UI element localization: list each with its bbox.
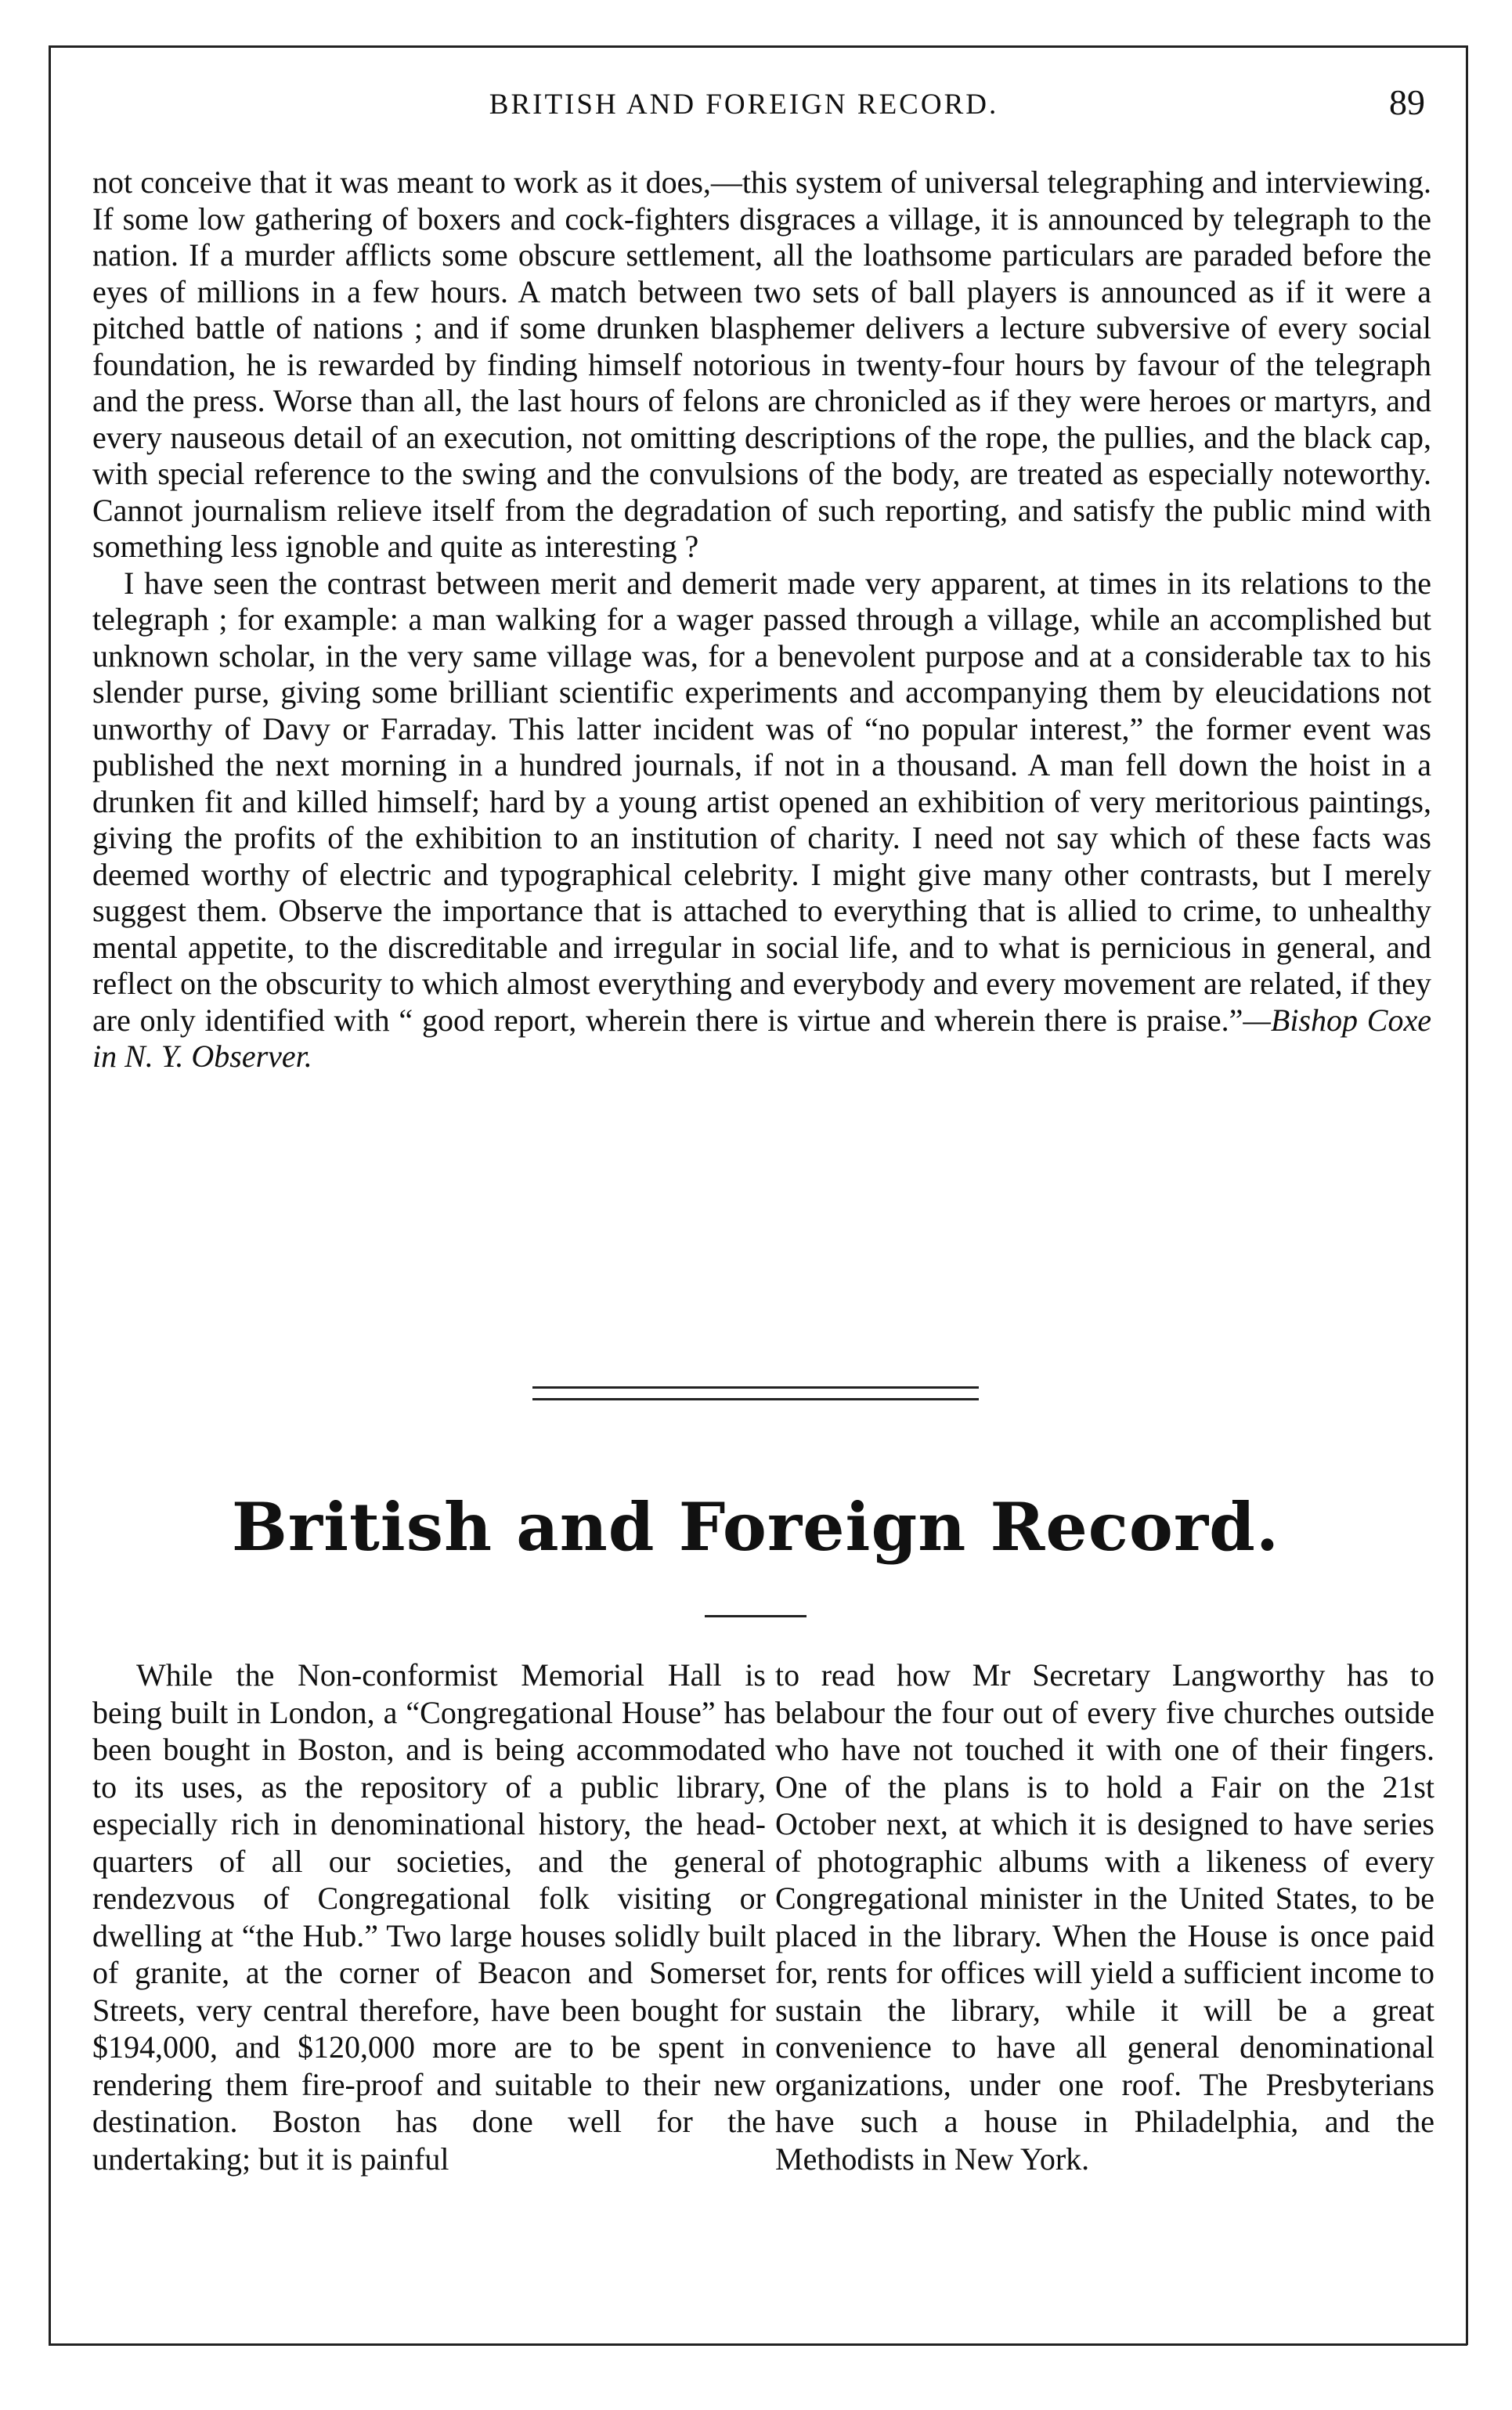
article-paragraph (92, 565, 1431, 1075)
page-border-top (49, 45, 1467, 48)
page-border-bottom (49, 2343, 1467, 2346)
paragraph-text: I have seen the contrast between merit and demerit made very apparent, at times in its relations to the telegraph ; for example: a man walking for a wager passed through a village, while an accomplished but unknown scholar, in the very same village was, for a benevolent purpose and at a considerable tax to his slender purse, giving some brilliant scientific experiments and accompanying them by eleucidations not unworthy of Davy or Farraday. This latter incident was of “no popular interest,” the former event was published the next morning in a hundred journals, if not in a thousand. A man fell down the hoist in a drunken fit and killed himself; hard by a young artist opened an exhibition of very meritorious paintings, giving the profits of the exhibition to an institution of charity. I need not say which of these facts was deemed worthy of electric and typographical celebrity. I might give many other contrasts, but I merely suggest them. Observe the importance that is attached to everything that is allied to crime, to unhealthy mental appetite, to the discreditable and irregular in social life, and to what is pernicious in general, and reflect on the obscurity to which almost everything and everybody and every movement are related, if they are only identified with “ good report, wherein there is virtue and wherein there is praise.” (92, 565, 1431, 1038)
section-title: British and Foreign Record. (231, 1488, 1280, 1566)
article-paragraph: not conceive that it was meant to work as it does,—this system of universal telegraphing and interviewing. If some low gathering of boxers and cock-fighters disgraces a village, it is announced by telegraph to the nation. If a murder afflicts some obscure settlement, all the loathsome particulars are paraded before the eyes of millions in a few hours. A match between two sets of ball players is announced as if it were a pitched battle of nations ; and if some drunken blasphemer delivers a lecture subversive of every social foundation, he is rewarded by finding himself notorious in twenty-four hours by favour of the telegraph and the press. Worse than all, the last hours of felons are chronicled as if they were heroes or martyrs, and every nauseous detail of an execution, not omitting descriptions of the rope, the pullies, and the black cap, with special reference to the swing and the convulsions of the body, are treated as especially noteworthy. Cannot journalism relieve itself from the degradation of such reporting, and satisfy the public mind with something less ignoble and quite as interesting ? (92, 164, 1431, 564)
column-right (775, 1657, 1434, 2177)
article-body (92, 164, 1431, 1075)
page-border-right (1466, 45, 1468, 2345)
section-divider (532, 1386, 979, 1400)
column-paragraph: to read how Mr Secretary Langworthy has to belabour the four out of every five churches outside who have not touched it with one of their fingers. One of the plans is to hold a Fair on the 21st October next, at which it is designed to have series of photographic albums with a likeness of every Congregational minister in the United States, to be placed in the library. When the House is once paid for, rents for offices will yield a sufficient income to sustain the library, while it will be a great convenience to have all general denominational organizations, under one roof. The Presbyterians have such a house in Philadelphia, and the Methodists in New York. (775, 1657, 1434, 2177)
page-number: 89 (1389, 82, 1425, 122)
title-underline (705, 1615, 807, 1617)
column-paragraph: While the Non-conformist Memorial Hall is being built in London, a “Congregational House” has been bought in Boston, and is being accommodated to its uses, as the repository of a public library, especially rich in denominational history, the head-quarters of all our societies, and the general rendezvous of Congregational folk visiting or dwelling at “the Hub.” Two large houses solidly built of granite, at the corner of Beacon and Somerset Streets, very central therefore, have been bought for $194,000, and $120,000 more are to be spent in rendering them fire-proof and suitable to their new destination. Boston has done well for the undertaking; but it is painful (92, 1657, 766, 2177)
column-left (92, 1657, 766, 2177)
running-head: BRITISH AND FOREIGN RECORD. (489, 89, 999, 121)
article-attribution: —Bishop Coxe in N. Y. Observer. (92, 1002, 1431, 1074)
page-border-left (49, 45, 51, 2345)
